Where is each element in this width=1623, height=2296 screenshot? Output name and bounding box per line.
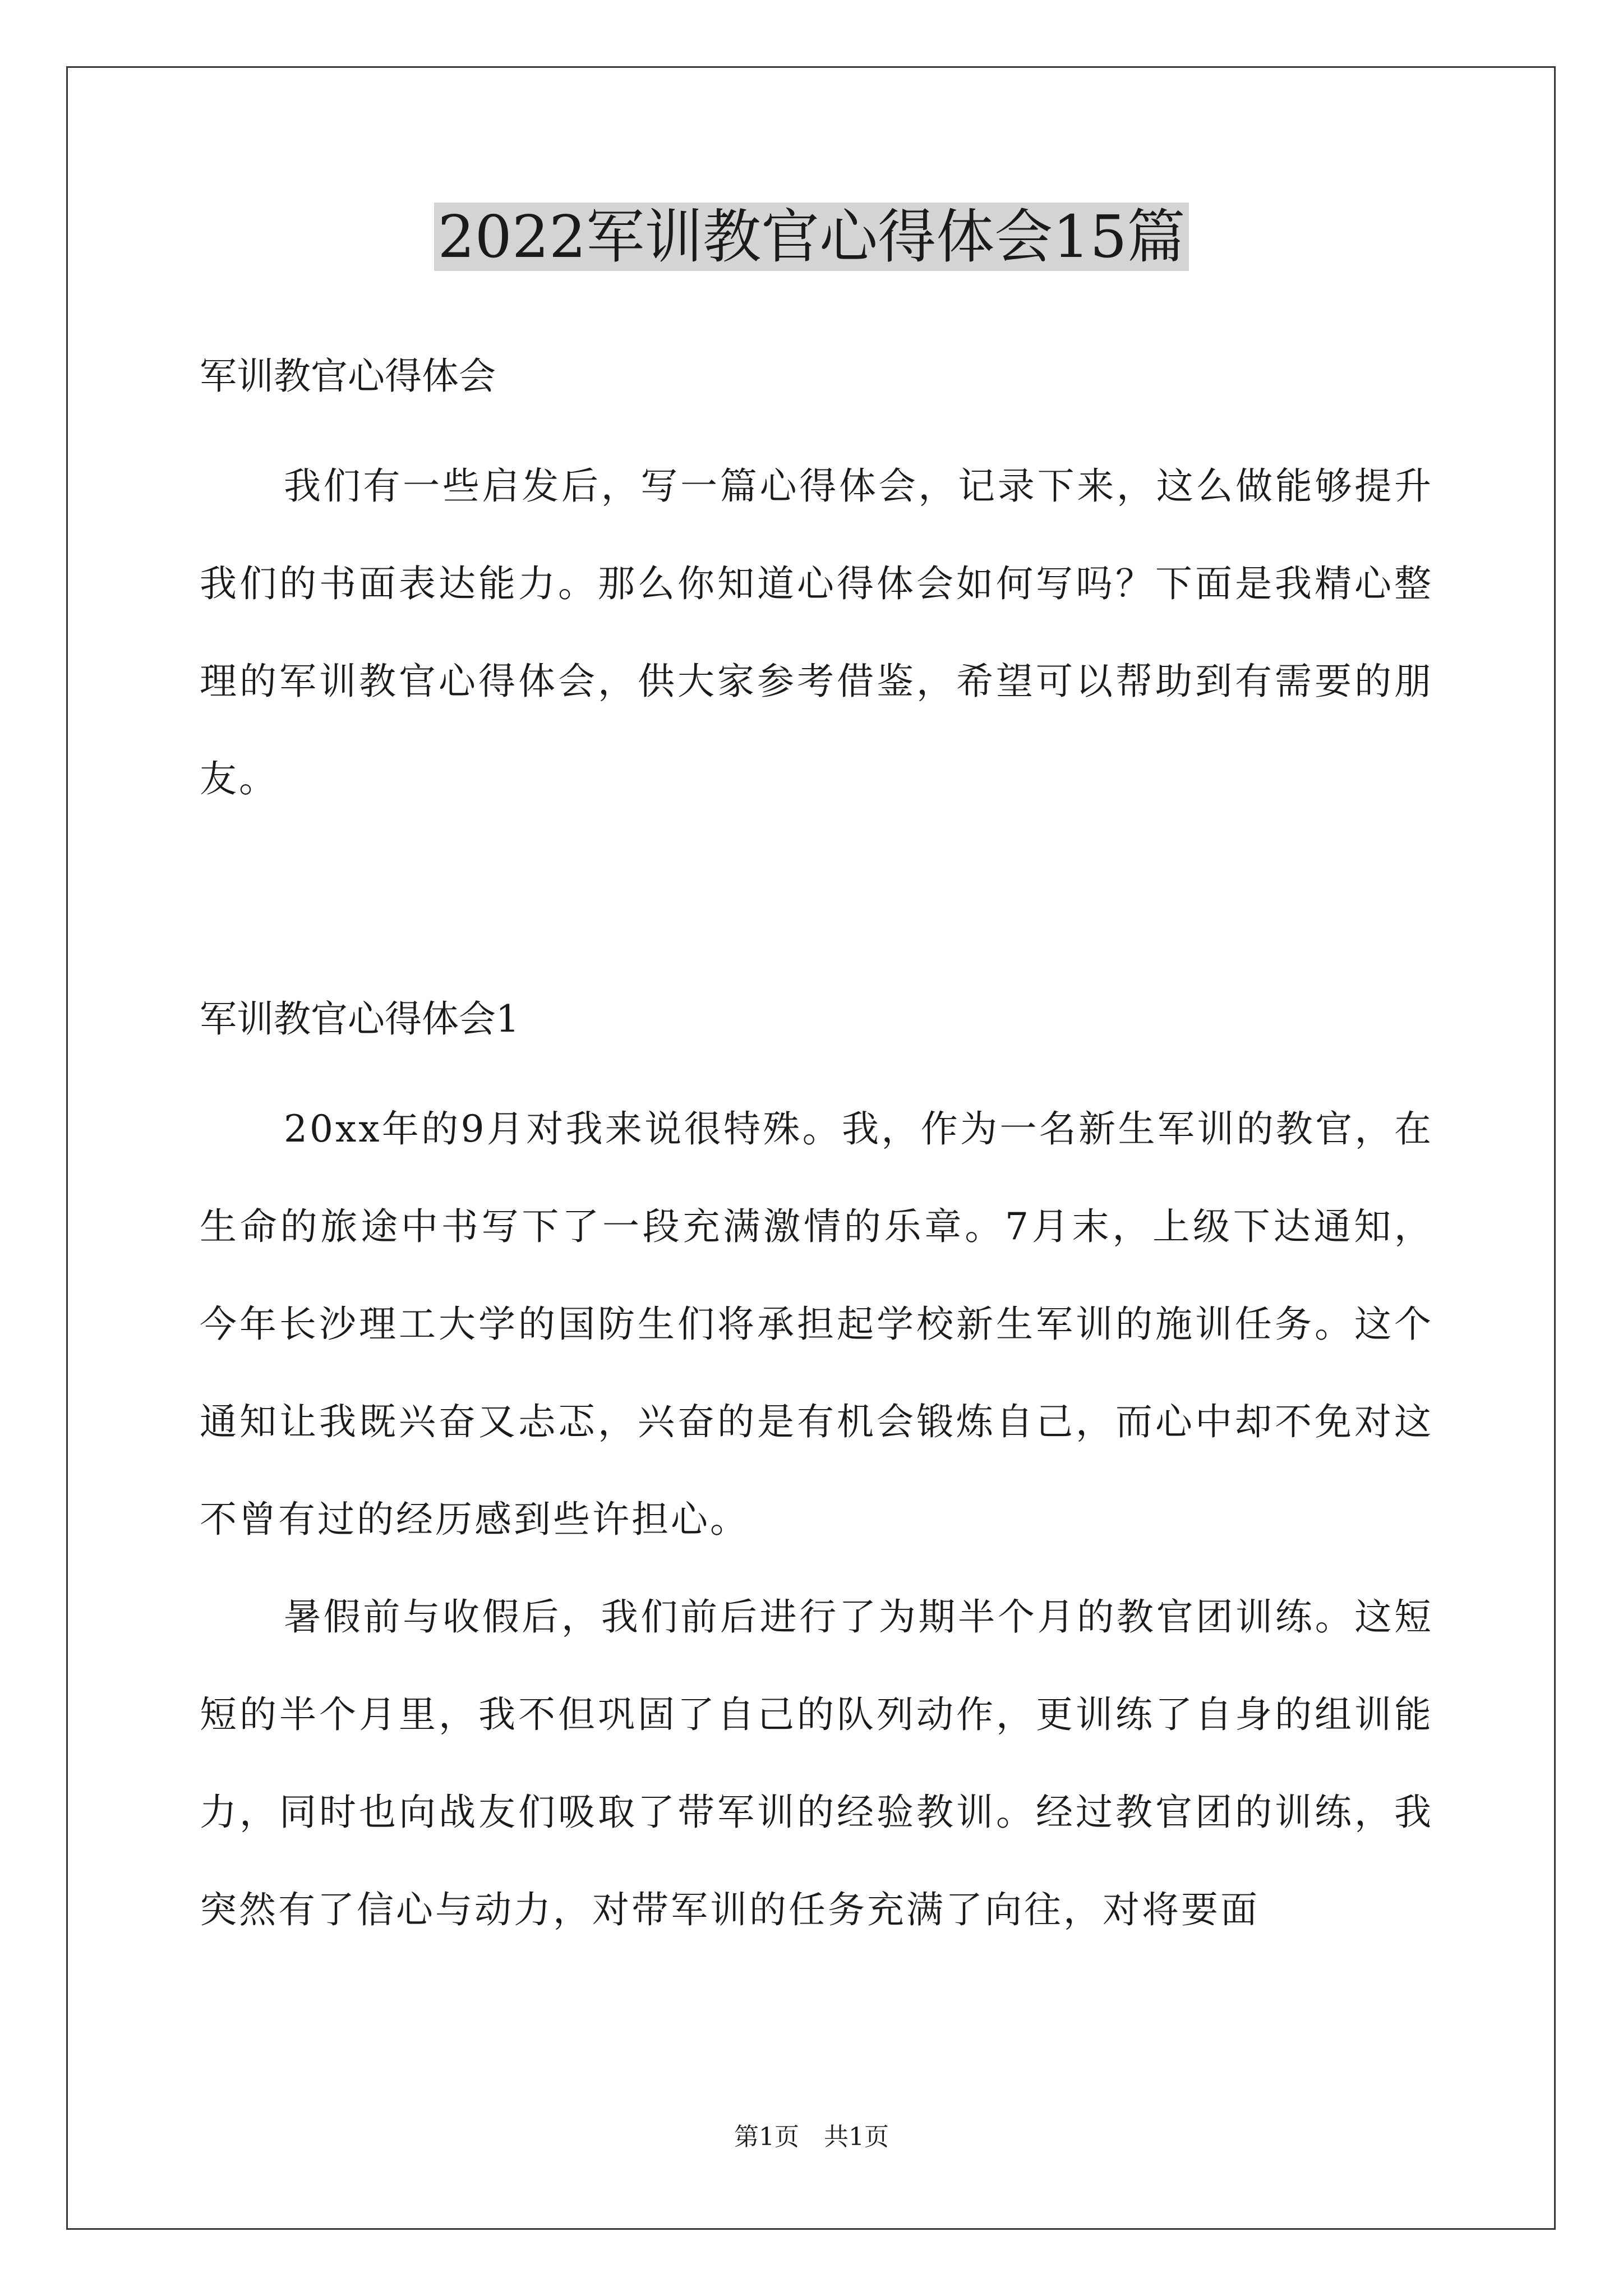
intro-heading: 军训教官心得体会 xyxy=(200,355,496,398)
document-title-text: 2022军训教官心得体会15篇 xyxy=(434,203,1188,271)
document-title xyxy=(0,197,1623,276)
intro-paragraph: 我们有一些启发后，写一篇心得体会，记录下来，这么做能够提升我们的书面表达能力。那么你知道心得体会如何写吗？下面是我精心整理的军训教官心得体会，供大家参考借鉴，希望可以帮助到有需要的朋友。 xyxy=(200,464,1433,800)
page-number: 第1页 共1页 xyxy=(734,2123,889,2151)
section1-paragraph-2: 暑假前与收假后，我们前后进行了为期半个月的教官团训练。这短短的半个月里，我不但巩固了自己的队列动作，更训练了自身的组训能力，同时也向战友们吸取了带军训的经验教训。经过教官团的训练，我突然有了信心与动力，对带军训的任务充满了向往，对将要面 xyxy=(200,1595,1433,1931)
section1-paragraph-1: 20xx年的9月对我来说很特殊。我，作为一名新生军训的教官，在生命的旅途中书写下了一段充满激情的乐章。7月末，上级下达通知，今年长沙理工大学的国防生们将承担起学校新生军训的施训任务。这个通知让我既兴奋又忐忑，兴奋的是有机会锻炼自己，而心中却不免对这不曾有过的经历感到些许担心。 xyxy=(200,1107,1433,1541)
section1-heading: 军训教官心得体会1 xyxy=(200,997,519,1041)
